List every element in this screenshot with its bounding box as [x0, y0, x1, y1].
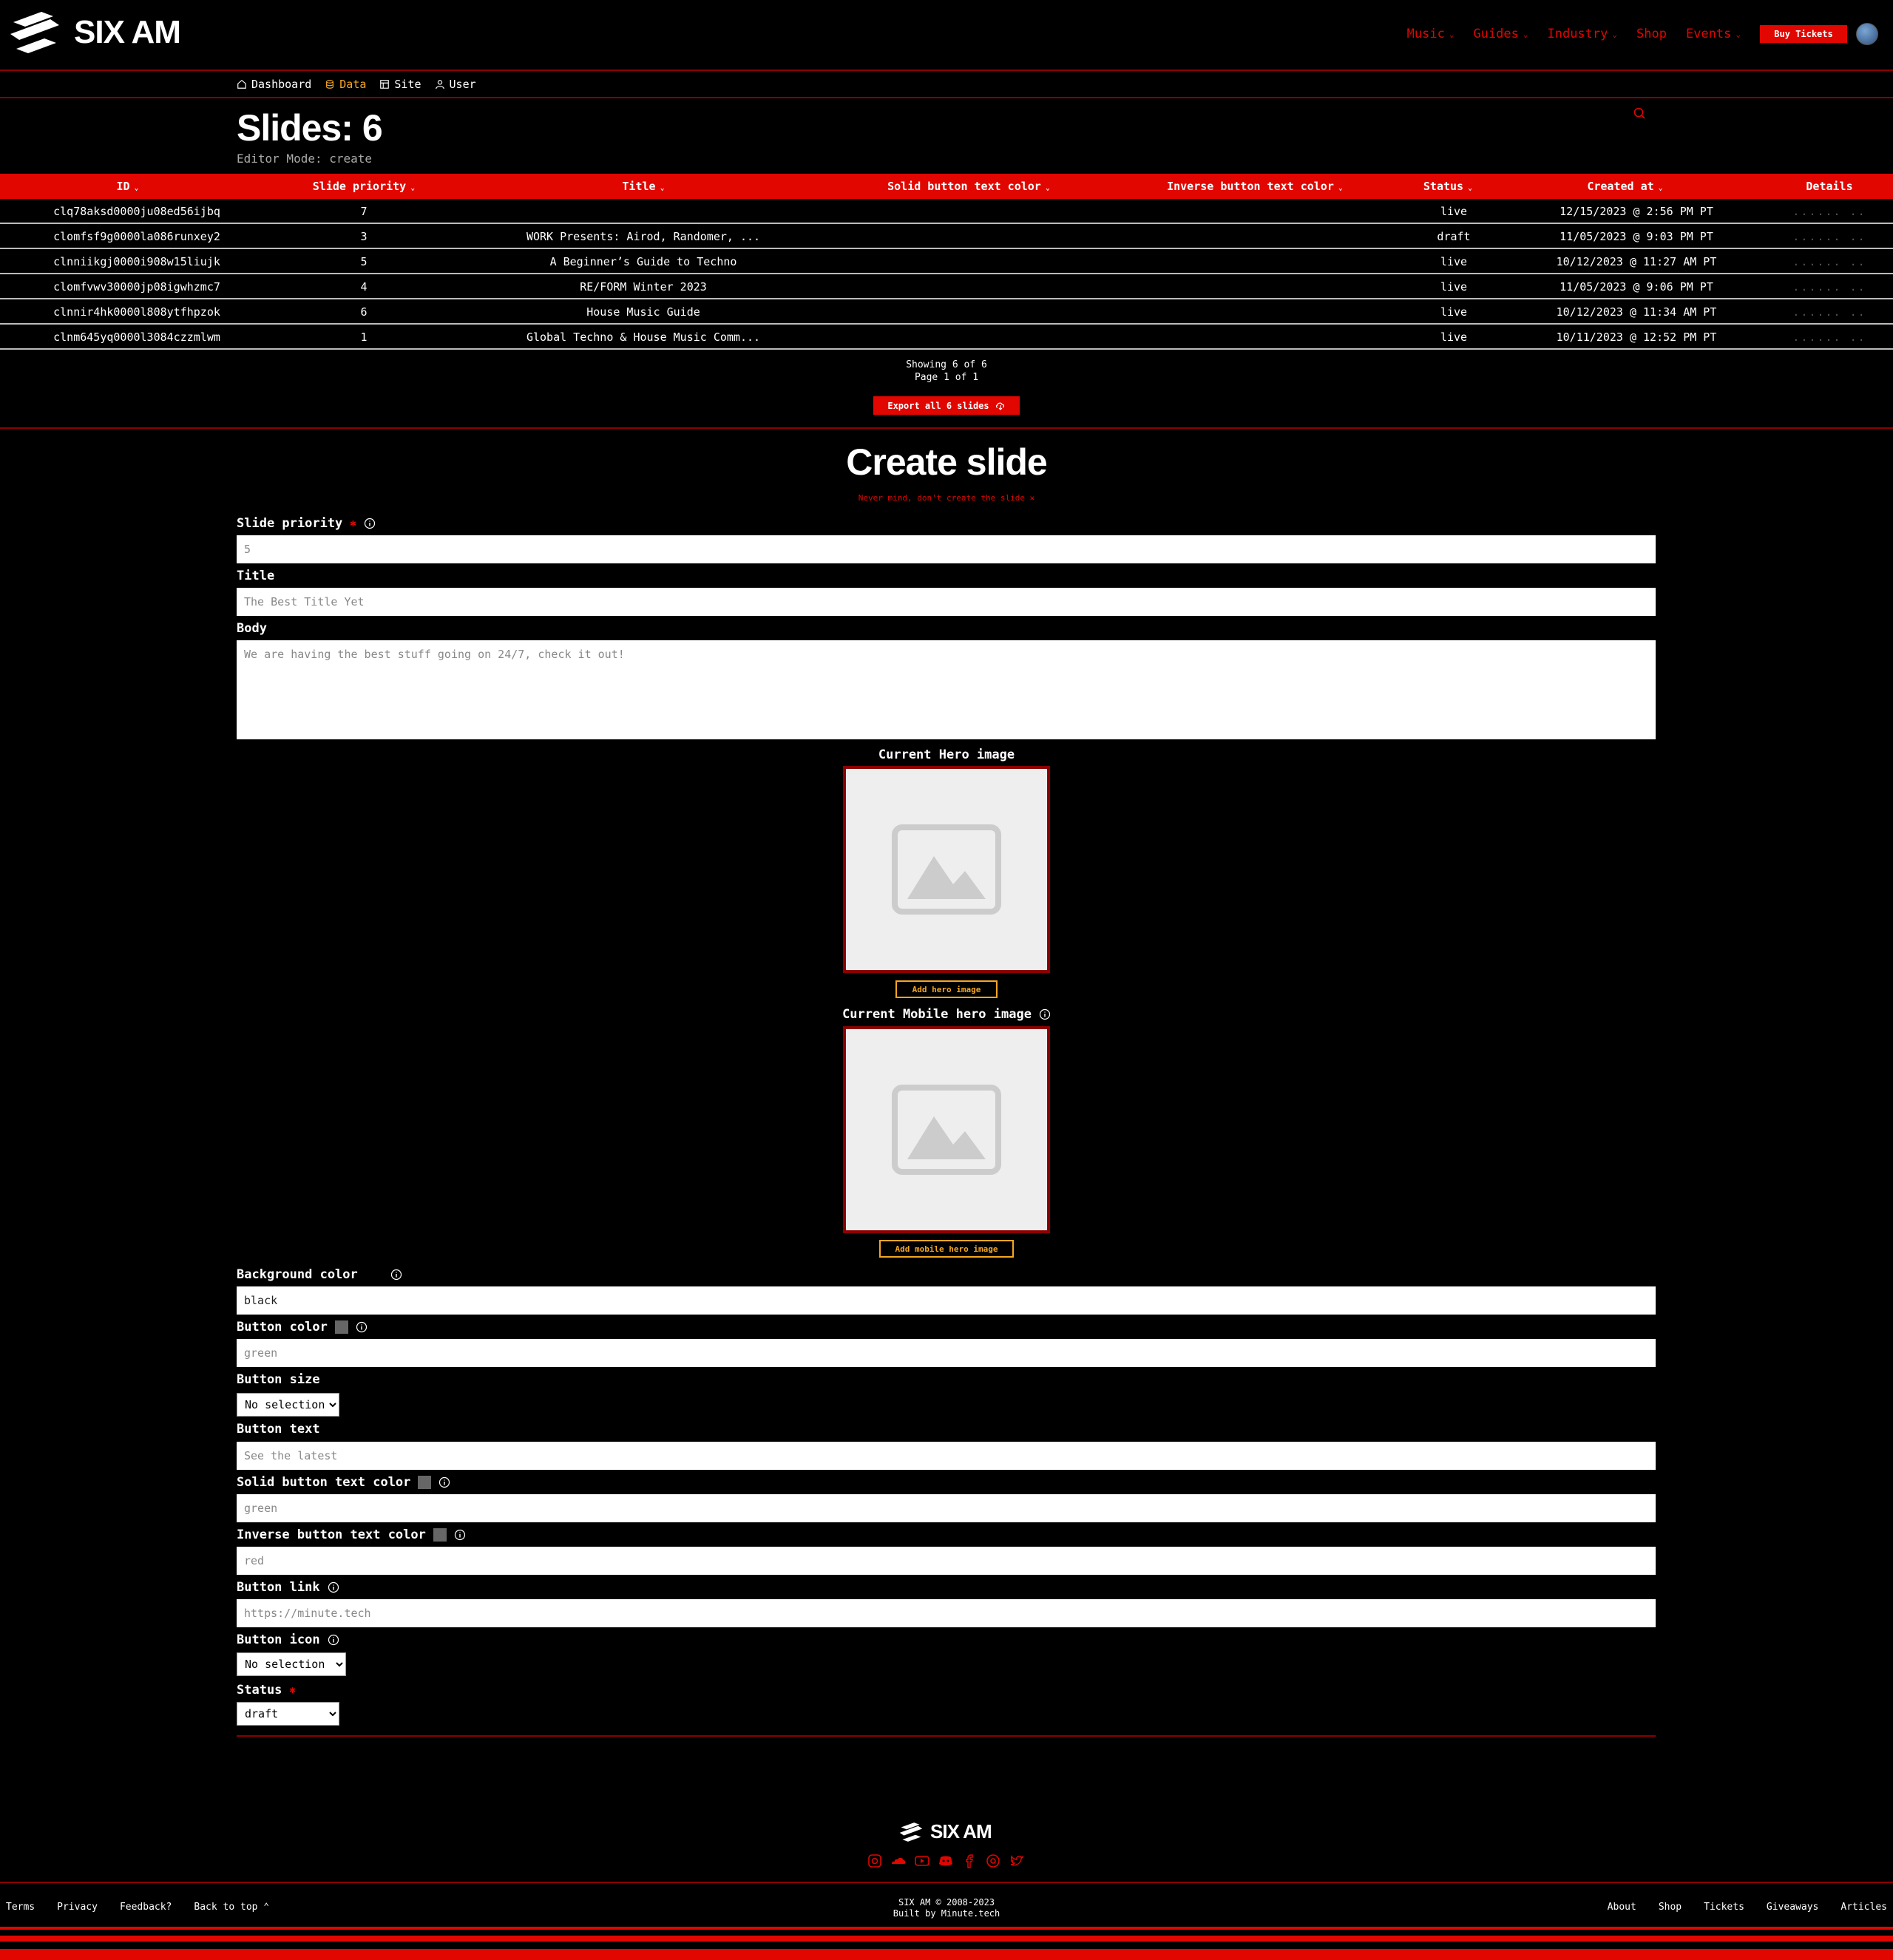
label-text: Title — [237, 569, 275, 583]
subnav-label: Data — [339, 78, 367, 91]
cell-title: House Music Guide — [586, 305, 700, 319]
footer-stripe — [0, 1927, 1893, 1930]
label-text: Body — [237, 621, 267, 636]
title-input[interactable] — [237, 588, 1656, 616]
label-text: Current Hero image — [878, 747, 1015, 762]
column-header-solid-color[interactable] — [814, 174, 1123, 199]
export-slides-button[interactable] — [873, 396, 1020, 415]
inverse-button-text-color-input[interactable] — [237, 1547, 1656, 1575]
info-icon[interactable] — [454, 1529, 466, 1541]
button-size-select[interactable] — [237, 1393, 339, 1417]
cell-details[interactable]: ...... .. — [1792, 305, 1866, 319]
main-nav — [1407, 21, 1893, 47]
chevron-down-icon: ⌄ — [1338, 184, 1343, 192]
required-indicator: ✱ — [289, 1684, 296, 1696]
column-label: Inverse button text color — [1167, 180, 1334, 193]
footer-link-articles[interactable]: Articles — [1840, 1902, 1887, 1913]
cell-priority: 3 — [360, 230, 368, 243]
chevron-down-icon: ⌄ — [1468, 184, 1473, 192]
nav-label: Industry — [1547, 27, 1608, 41]
cell-id: clq78aksd0000ju08ed56ijbq — [53, 205, 220, 218]
search-icon[interactable] — [1633, 106, 1646, 120]
subnav-item-dashboard[interactable] — [237, 78, 311, 91]
label-text: Button size — [237, 1372, 320, 1387]
cell-inverse — [1123, 249, 1386, 274]
footer-right-links — [1608, 1902, 1887, 1913]
footer-logo[interactable] — [898, 1820, 992, 1843]
cell-priority: 7 — [360, 205, 368, 218]
cell-status: live — [1440, 330, 1468, 344]
column-label: Title — [622, 180, 656, 193]
slides-table — [0, 174, 1893, 350]
subnav-item-site[interactable] — [379, 78, 421, 91]
slide-priority-input[interactable] — [237, 535, 1656, 563]
button-size-label — [237, 1372, 320, 1387]
cell-inverse — [1123, 325, 1386, 350]
cell-title: WORK Presents: Airod, Randomer, ... — [526, 230, 761, 243]
footer-link-giveaways[interactable]: Giveaways — [1766, 1902, 1819, 1913]
chevron-down-icon: ⌄ — [1612, 29, 1617, 39]
color-swatch[interactable] — [418, 1476, 431, 1489]
buy-tickets-button[interactable]: Buy Tickets — [1760, 25, 1847, 43]
image-placeholder-icon — [891, 1084, 1002, 1176]
cell-title: RE/FORM Winter 2023 — [580, 280, 707, 294]
chevron-down-icon: ⌄ — [660, 184, 665, 192]
label-text: Background color — [237, 1267, 358, 1282]
nav-label: Guides — [1473, 27, 1519, 41]
site-logo[interactable] — [6, 9, 180, 56]
page-title: Slides: 6 — [237, 107, 382, 149]
button-color-input[interactable] — [237, 1339, 1656, 1367]
cell-inverse — [1123, 274, 1386, 299]
cell-inverse — [1123, 224, 1386, 249]
cell-status: live — [1440, 255, 1468, 268]
instagram-icon[interactable] — [867, 1853, 883, 1869]
table-row[interactable] — [0, 224, 1893, 249]
hero-image-label — [0, 747, 1893, 762]
chevron-down-icon: ⌄ — [1449, 29, 1455, 39]
table-row[interactable] — [0, 199, 1893, 224]
title-label — [237, 569, 274, 583]
twitter-icon[interactable] — [1009, 1853, 1025, 1869]
label-text: Slide priority — [237, 516, 343, 531]
footer-brand-name: SIX AM — [930, 1820, 992, 1842]
background-color-label — [237, 1267, 402, 1282]
footer-link-about[interactable]: About — [1607, 1902, 1636, 1913]
column-header-title[interactable] — [473, 174, 814, 199]
cell-created: 11/05/2023 @ 9:03 PM PT — [1560, 230, 1713, 243]
cell-title: A Beginner’s Guide to Techno — [549, 255, 737, 268]
button-text-label — [237, 1422, 320, 1437]
page-indicator: Page 1 of 1 — [914, 372, 979, 383]
cell-solid — [814, 299, 1123, 325]
color-swatch[interactable] — [335, 1320, 348, 1334]
footer-link-terms[interactable]: Terms — [6, 1902, 35, 1913]
column-label: Status — [1423, 180, 1464, 193]
table-body — [0, 199, 1893, 350]
column-header-priority[interactable] — [255, 174, 473, 199]
button-text-input[interactable] — [237, 1442, 1656, 1470]
subnav-label: Site — [394, 78, 421, 91]
label-text: Button text — [237, 1422, 320, 1437]
column-header-id[interactable] — [0, 174, 255, 199]
cell-inverse — [1123, 199, 1386, 224]
label-text: Button icon — [237, 1632, 320, 1647]
cell-priority: 1 — [360, 330, 368, 344]
column-header-created-at[interactable] — [1509, 174, 1741, 199]
footer-link-privacy[interactable]: Privacy — [57, 1902, 98, 1913]
add-hero-image-button[interactable]: Add hero image — [895, 980, 998, 998]
cell-created: 10/11/2023 @ 12:52 PM PT — [1556, 330, 1717, 344]
chevron-down-icon: ⌄ — [1735, 29, 1741, 39]
chevron-down-icon: ⌄ — [410, 184, 416, 192]
nav-item-music[interactable] — [1407, 27, 1455, 41]
column-label: Solid button text color — [887, 180, 1041, 193]
cell-created: 10/12/2023 @ 11:27 AM PT — [1556, 255, 1717, 268]
cell-details[interactable]: ...... .. — [1792, 205, 1866, 218]
table-row[interactable] — [0, 325, 1893, 350]
nav-item-industry[interactable] — [1547, 27, 1617, 41]
label-text: Button color — [237, 1320, 328, 1335]
cell-details[interactable]: ...... .. — [1792, 280, 1866, 294]
cell-id: clomfvwv30000jp08igwhzmc7 — [53, 280, 220, 294]
logo-mark-icon — [6, 9, 64, 56]
footer-link-back-to-top[interactable]: Back to top ⌃ — [194, 1902, 270, 1913]
info-icon[interactable] — [356, 1321, 368, 1333]
chevron-down-icon: ⌄ — [134, 184, 139, 192]
image-placeholder-icon — [891, 824, 1002, 915]
cell-solid — [814, 224, 1123, 249]
column-label: ID — [116, 180, 130, 193]
discord-icon[interactable] — [938, 1853, 954, 1869]
cell-id: clnnir4hk0000l808ytfhpzok — [53, 305, 220, 319]
mobile-hero-image-label — [0, 1007, 1893, 1022]
label-text: Inverse button text color — [237, 1527, 426, 1542]
chevron-down-icon: ⌄ — [1658, 184, 1663, 192]
create-slide-title: Create slide — [846, 441, 1047, 483]
cell-id: clnniikgj0000i908w15liujk — [53, 255, 220, 268]
cell-title: Global Techno & House Music Comm... — [526, 330, 761, 344]
inverse-button-text-color-label — [237, 1527, 466, 1542]
soundcloud-icon[interactable] — [890, 1853, 907, 1869]
cloud-download-icon — [995, 401, 1006, 410]
column-header-inverse-color[interactable] — [1123, 174, 1386, 199]
footer-link-tickets[interactable]: Tickets — [1704, 1902, 1744, 1913]
button-icon-select[interactable] — [237, 1652, 346, 1676]
layout-icon — [379, 79, 390, 89]
column-header-status[interactable] — [1386, 174, 1509, 199]
label-text: Current Mobile hero image — [842, 1007, 1032, 1022]
admin-subnav — [0, 72, 1893, 98]
export-label: Export all 6 slides — [887, 400, 989, 411]
required-indicator: ✱ — [350, 518, 356, 529]
cell-inverse — [1123, 299, 1386, 325]
database-icon — [325, 79, 335, 89]
threads-icon[interactable] — [985, 1853, 1001, 1869]
footer-divider — [0, 1882, 1893, 1883]
cell-solid — [814, 199, 1123, 224]
button-icon-label — [237, 1632, 339, 1647]
info-icon[interactable] — [438, 1476, 450, 1488]
solid-button-text-color-label — [237, 1475, 450, 1490]
section-divider — [0, 427, 1893, 429]
solid-button-text-color-input[interactable] — [237, 1494, 1656, 1522]
footer-link-feedback[interactable]: Feedback? — [119, 1902, 172, 1913]
subnav-item-user[interactable] — [435, 78, 476, 91]
cell-id: clomfsf9g0000la086runxey2 — [53, 230, 220, 243]
status-label — [237, 1683, 296, 1698]
cell-status: draft — [1437, 230, 1471, 243]
hero-image-preview — [843, 766, 1050, 973]
body-label — [237, 621, 267, 636]
background-color-input[interactable] — [237, 1286, 1656, 1315]
cell-solid — [814, 325, 1123, 350]
info-icon[interactable] — [328, 1581, 339, 1593]
cell-status: live — [1440, 205, 1468, 218]
info-icon[interactable] — [390, 1269, 402, 1281]
cell-created: 11/05/2023 @ 9:06 PM PT — [1560, 280, 1713, 294]
avatar[interactable] — [1856, 23, 1878, 45]
table-header — [0, 174, 1893, 199]
nav-label: Music — [1406, 27, 1445, 41]
button-link-input[interactable] — [237, 1599, 1656, 1627]
cell-details[interactable]: ...... .. — [1792, 230, 1866, 243]
footer-stripe — [0, 1936, 1893, 1942]
nav-item-events[interactable] — [1686, 27, 1741, 41]
footer-stripe — [0, 1949, 1893, 1960]
cell-priority: 6 — [360, 305, 368, 319]
chevron-down-icon: ⌄ — [1523, 29, 1528, 39]
editor-mode-text: Editor Mode: create — [237, 152, 373, 166]
label-text: Solid button text color — [237, 1475, 411, 1490]
button-link-label — [237, 1580, 339, 1595]
cell-created: 10/12/2023 @ 11:34 AM PT — [1556, 305, 1717, 319]
cell-created: 12/15/2023 @ 2:56 PM PT — [1560, 205, 1713, 218]
nav-item-shop[interactable] — [1636, 27, 1667, 41]
cell-details[interactable]: ...... .. — [1792, 330, 1866, 344]
info-icon[interactable] — [328, 1634, 339, 1646]
label-text: Button link — [237, 1580, 320, 1595]
column-header-details — [1741, 174, 1893, 199]
color-swatch[interactable] — [433, 1528, 447, 1542]
copyright-text: SIX AM © 2008-2023 — [898, 1897, 995, 1908]
slide-priority-label — [237, 516, 376, 531]
facebook-icon[interactable] — [961, 1853, 978, 1869]
home-icon — [237, 79, 247, 89]
footer-link-shop[interactable]: Shop — [1658, 1902, 1682, 1913]
mobile-hero-image-preview — [843, 1026, 1050, 1233]
form-divider — [237, 1735, 1656, 1737]
cell-title — [473, 199, 814, 224]
column-label: Slide priority — [312, 180, 407, 193]
subnav-label: Dashboard — [251, 78, 312, 91]
subnav-label: User — [449, 78, 476, 91]
site-header — [0, 0, 1893, 71]
nav-item-guides[interactable] — [1473, 27, 1528, 41]
logo-mark-icon — [898, 1821, 924, 1843]
cell-status: live — [1440, 280, 1468, 294]
button-color-label — [237, 1320, 368, 1335]
youtube-icon[interactable] — [914, 1853, 930, 1869]
info-icon[interactable] — [364, 518, 376, 529]
cell-priority: 5 — [360, 255, 368, 268]
table-row[interactable] — [0, 249, 1893, 274]
info-icon[interactable] — [1039, 1008, 1051, 1020]
cell-status: live — [1440, 305, 1468, 319]
column-label: Created at — [1587, 180, 1654, 193]
cell-solid — [814, 249, 1123, 274]
user-icon — [435, 79, 445, 89]
cell-solid — [814, 274, 1123, 299]
cancel-create-link[interactable]: Never mind, don't create the slide ✕ — [858, 493, 1035, 503]
built-by-link[interactable]: Built by Minute.tech — [893, 1908, 1000, 1919]
subnav-item-data[interactable] — [325, 78, 366, 91]
label-text: Status — [237, 1683, 282, 1698]
table-row[interactable] — [0, 274, 1893, 299]
nav-label: Events — [1685, 27, 1732, 41]
body-textarea[interactable] — [237, 640, 1656, 739]
brand-name: SIX AM — [74, 14, 180, 50]
cell-id: clnm645yq0000l3084czzmlwm — [53, 330, 220, 344]
column-label: Details — [1806, 180, 1853, 193]
pagination — [0, 359, 1893, 384]
nav-label: Shop — [1636, 27, 1667, 41]
cell-details[interactable]: ...... .. — [1792, 255, 1866, 268]
chevron-down-icon: ⌄ — [1045, 184, 1050, 192]
table-row[interactable] — [0, 299, 1893, 325]
cell-priority: 4 — [360, 280, 368, 294]
status-select[interactable] — [237, 1702, 339, 1726]
add-mobile-hero-image-button[interactable]: Add mobile hero image — [879, 1240, 1014, 1258]
social-links — [867, 1853, 1025, 1869]
showing-count: Showing 6 of 6 — [906, 359, 987, 370]
